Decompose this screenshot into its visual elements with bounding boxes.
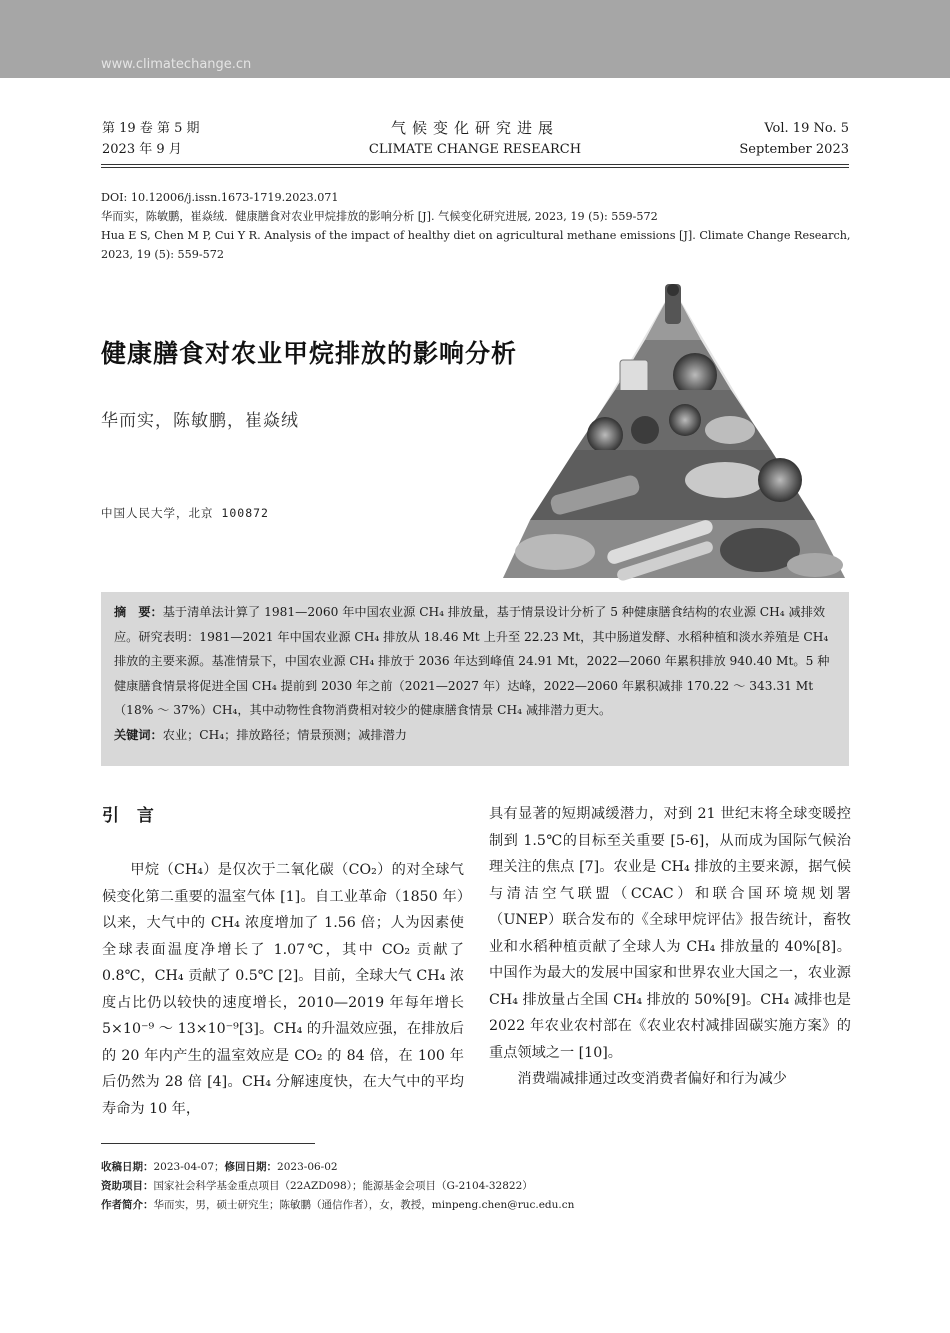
footnote-rule [101,1143,315,1144]
article-title: 健康膳食对农业甲烷排放的影响分析 [101,339,518,368]
date-cn: 2023 年 9 月 [102,142,182,157]
volume-en: Vol. 19 No. 5 [764,121,849,136]
keywords-label: 关键词： [114,727,163,742]
body-right-column [489,801,851,1093]
intro-paragraph-1: 甲烷（CH₄）是仅次于二氧化碳（CO₂）的对全球气候变化第二重要的温室气体 [1]。自工业革命（1850 年）以来，大气中的 CH₄ 浓度增加了 1.56 倍；人为因素使全球表面温度净增长了 1.07℃，其中 CO₂ 贡献了 0.8℃，CH₄ 贡献了 0.5℃ [2]。目前，全球大气 CH₄ 浓度占比仍以较快的速度增长，2010—2019 年每年增长 5×10⁻⁹ ～ 13×10⁻⁹[3]。CH₄ 的升温效应强，在排放后的 20 年内产生的温室效应是 CO₂ 的 84 倍，在 100 年后仍然为 28 倍 [4]。CH₄ 分解速度快，在大气中的平均寿命为 10 年， [102,862,464,1117]
citation-en: Hua E S, Chen M P, Cui Y R. Analysis of the impact of healthy diet on agricultural methane emissions [J]. Climate Change Research, 2023, 19 (5): 559-572 [101,229,851,261]
site-banner [0,0,950,78]
header-rule-top [101,164,849,165]
abstract-text: 基于清单法计算了 1981—2060 年中国农业源 CH₄ 排放量，基于情景设计分析了 5 种健康膳食结构的农业源 CH₄ 减排效应。研究表明：1981—2021 年中国农业源 CH₄ 排放从 18.46 Mt 上升至 22.23 Mt，其中肠道发酵、水稻种植和淡水养殖是 CH₄ 排放的主要来源。基准情景下，中国农业源 CH₄ 排放于 2036 年达到峰值 24.91 Mt，2022—2060 年累积排放 940.40 Mt。5 种健康膳食情景将促进全国 CH₄ 提前到 2030 年之前（2021—2027 年）达峰，2022—2060 年累积减排 170.22 ～ 343.31 Mt（18% ～ 37%）CH₄，其中动物性食物消费相对较少的健康膳食情景 CH₄ 减排潜力更大。 [114,605,830,717]
citation-block [101,188,851,264]
intro-paragraph-1-cont: 具有显著的短期减缓潜力，对到 21 世纪末将全球变暖控制到 1.5℃的目标至关重要 [5-6]，从而成为国际气候治理关注的焦点 [7]。农业是 CH₄ 排放的主要来源，据气候与清洁空气联盟（CCAC）和联合国环境规划署（UNEP）联合发布的《全球甲烷评估》报告统计，畜牧业和水稻种植贡献了全球人为 CH₄ 排放量的 40%[8]。中国作为最大的发展中国家和世界农业大国之一，农业源 CH₄ 排放量占全国 CH₄ 排放的 50%[9]。CH₄ 减排也是 2022 年农业农村部在《农业农村减排固碳实施方案》的重点领域之一 [10]。 [489,806,851,1061]
revised-date: 2023-06-02 [277,1161,338,1173]
volume-cn: 第 19 卷 第 5 期 [102,121,200,136]
article-authors: 华而实，陈敏鹏，崔焱绒 [101,411,299,431]
food-pyramid-illustration [495,280,850,585]
bio-line [101,1196,851,1215]
received-label: 收稿日期： [101,1161,154,1173]
bio-label: 作者简介： [101,1199,154,1211]
keywords-text: 农业；CH₄；排放路径；情景预测；减排潜力 [162,727,407,742]
citation-cn: 华而实，陈敏鹏，崔焱绒．健康膳食对农业甲烷排放的影响分析 [J]. 气候变化研究进展, 2023, 19 (5): 559-572 [101,210,658,223]
funding-line [101,1177,851,1196]
dates-line [101,1158,851,1177]
funding-label: 资助项目： [101,1180,154,1192]
date-en: September 2023 [739,142,849,157]
funding-text: 国家社会科学基金重点项目（22AZD098）；能源基金会项目（G-2104-32822） [153,1180,533,1192]
journal-name [300,118,650,160]
abstract-paragraph [114,600,836,723]
abstract-label: 摘 要： [114,605,163,619]
article-affiliation: 中国人民大学，北京 100872 [101,506,269,520]
received-date: 2023-04-07； [153,1161,225,1173]
intro-paragraph-2: 消费端减排通过改变消费者偏好和行为减少 [517,1071,787,1087]
section-heading: 引 言 [102,806,160,826]
issue-info-en [739,118,849,160]
doi[interactable]: DOI: 10.12006/j.issn.1673-1719.2023.071 [101,191,339,204]
abstract-box [101,592,849,766]
body-left-column [102,801,464,1122]
keywords-line [114,723,836,748]
site-url[interactable]: www.climatechange.cn [101,57,252,72]
footnotes [101,1158,851,1215]
revised-label: 修回日期： [224,1161,278,1173]
journal-title-en: CLIMATE CHANGE RESEARCH [368,142,582,157]
header-rule-bottom [101,167,849,168]
issue-info-cn [102,118,199,160]
bio-text: 华而实，男，硕士研究生；陈敏鹏（通信作者），女，教授，minpeng.chen@ruc.edu.cn [153,1199,575,1211]
journal-title-cn: 气候变化研究进展 [390,119,559,137]
